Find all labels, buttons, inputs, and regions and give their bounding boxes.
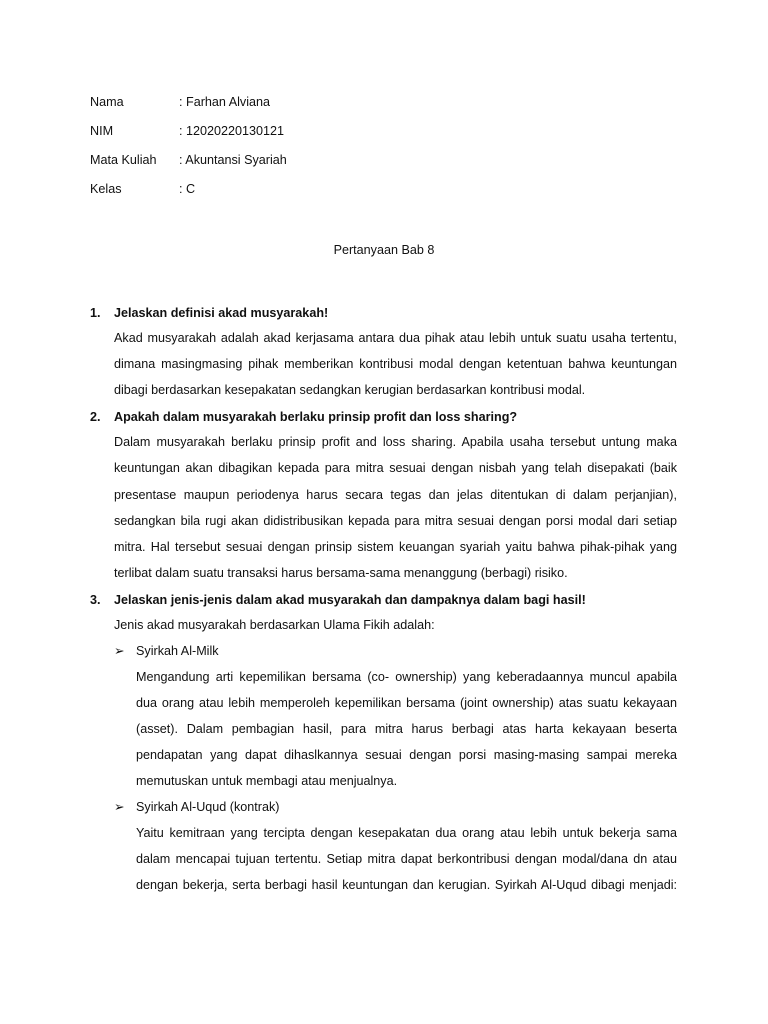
field-value-kelas: : C <box>179 182 196 196</box>
arrow-bullet-icon: ➢ <box>114 800 125 814</box>
syirkah-al-milk-line-5: memutuskan untuk membagi atau menjualnya. <box>136 774 398 788</box>
syirkah-al-milk-line-4: pendapatan yang dapat dihaslkannya sesuai dengan porsi masing-masing sampai mereka <box>136 748 677 762</box>
bullet-heading-syirkah-al-milk: Syirkah Al-Milk <box>136 644 219 658</box>
syirkah-al-uqud-line-3: dengan bekerja, serta berbagi hasil keuntungan dan kerugian. Syirkah Al-Uqud dibagi menjadi: <box>136 878 677 892</box>
question-3: Jelaskan jenis-jenis dalam akad musyarakah dan dampaknya dalam bagi hasil! <box>114 593 586 607</box>
field-label-kelas: Kelas <box>90 182 122 196</box>
answer-2-line-4: sedangkan bila rugi akan didistribusikan kepada para mitra sesuai dengan porsi modal dari setiap <box>114 514 677 528</box>
answer-1-line-2: dimana masingmasing pihak memberikan kontribusi modal dengan ketentuan bahwa keuntungan <box>114 357 677 371</box>
field-value-nim: : 12020220130121 <box>179 124 285 138</box>
page-title: Pertanyaan Bab 8 <box>333 243 435 257</box>
answer-2-line-2: keuntungan akan dibagikan kepada para mitra sesuai dengan nisbah yang telah disepakati (baik <box>114 461 677 475</box>
answer-2-line-5: mitra. Hal tersebut sesuai dengan prinsip sistem keuangan syariah yaitu bahwa pihak-pihak yang <box>114 540 677 554</box>
bullet-heading-syirkah-al-uqud: Syirkah Al-Uqud (kontrak) <box>136 800 280 814</box>
answer-1-line-3: dibagi berdasarkan kesepakatan sedangkan kerugian berdasarkan kontribusi modal. <box>114 383 586 397</box>
syirkah-al-milk-line-1: Mengandung arti kepemilikan bersama (co- ownership) yang keberadaannya muncul apabila <box>136 670 677 684</box>
question-number-1: 1. <box>90 306 101 320</box>
field-value-nama: : Farhan Alviana <box>179 95 271 109</box>
question-1: Jelaskan definisi akad musyarakah! <box>114 306 329 320</box>
question-number-2: 2. <box>90 410 101 424</box>
answer-2-line-1: Dalam musyarakah berlaku prinsip profit and loss sharing. Apabila usaha tersebut untung maka <box>114 435 677 449</box>
field-label-nim: NIM <box>90 124 114 138</box>
answer-2-line-6: terlibat dalam suatu transaksi harus bersama-sama menanggung (berbagi) risiko. <box>114 566 568 580</box>
answer-1-line-1: Akad musyarakah adalah akad kerjasama antara dua pihak atau lebih untuk suatu usaha tertentu, <box>114 331 677 345</box>
field-label-nama: Nama <box>90 95 124 109</box>
syirkah-al-uqud-line-1: Yaitu kemitraan yang tercipta dengan kesepakatan dua orang atau lebih untuk bekerja sama <box>136 826 677 840</box>
syirkah-al-milk-line-3: (asset). Dalam pembagian hasil, para mitra harus berbagi atas harta kekayaan beserta <box>136 722 677 736</box>
answer-2-line-3: presentase maupun periodenya harus secara tegas dan jelas ditentukan di dalam perjanjian), <box>114 488 677 502</box>
field-value-mata-kuliah: : Akuntansi Syariah <box>179 153 287 167</box>
question-2: Apakah dalam musyarakah berlaku prinsip profit dan loss sharing? <box>114 410 518 424</box>
field-label-mata-kuliah: Mata Kuliah <box>90 153 157 167</box>
syirkah-al-uqud-line-2: dalam mencapai tujuan tertentu. Setiap mitra dapat berkontribusi dengan modal/dana dn atau <box>136 852 677 866</box>
syirkah-al-milk-line-2: dua orang atau lebih memperoleh kepemilikan bersama (joint ownership) atas suatu kekayaan <box>136 696 677 710</box>
arrow-bullet-icon: ➢ <box>114 644 125 658</box>
question-number-3: 3. <box>90 593 101 607</box>
answer-3-intro: Jenis akad musyarakah berdasarkan Ulama Fikih adalah: <box>114 618 435 632</box>
